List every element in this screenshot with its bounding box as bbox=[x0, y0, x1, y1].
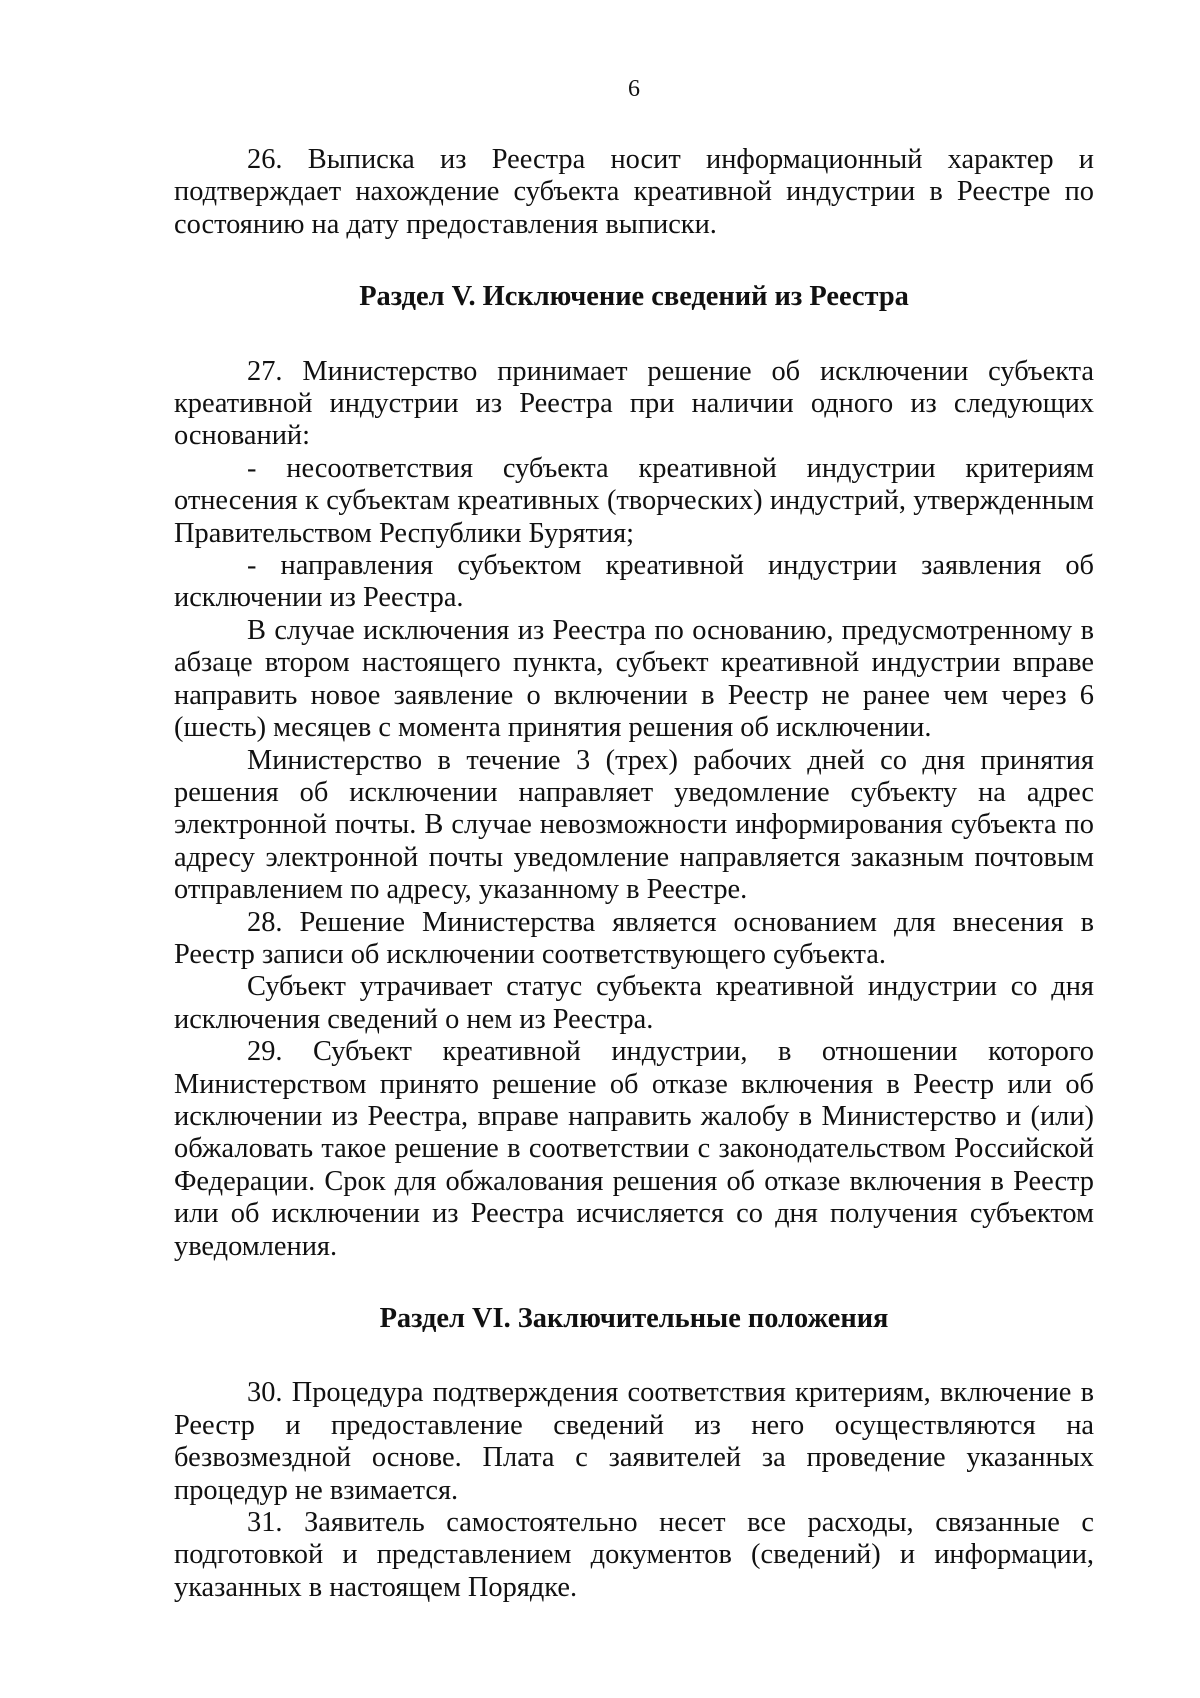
document-body bbox=[174, 144, 1094, 1604]
paragraph-26: 26. Выписка из Реестра носит информационный характер и подтверждает нахождение субъекта креативной индустрии в Реестре по состоянию на дату предоставления выписки. bbox=[174, 144, 1094, 240]
paragraph-27-notification: Министерство в течение 3 (трех) рабочих дней со дня принятия решения об исключении направляет уведомление субъекту на адрес электронной почты. В случае невозможности информирования субъекта по адресу электронной почты уведомление направляется заказным почтовым отправлением по адресу, указанному в Реестре. bbox=[174, 744, 1094, 906]
paragraph-27-reapply: В случае исключения из Реестра по основанию, предусмотренному в абзаце втором настоящего пункта, субъект креативной индустрии вправе направить новое заявление о включении в Реестр не ранее чем через 6 (шесть) месяцев с момента принятия решения об исключении. bbox=[174, 614, 1094, 744]
paragraph-27: 27. Министерство принимает решение об исключении субъекта креативной индустрии из Реестра при наличии одного из следующих оснований: bbox=[174, 355, 1094, 452]
section-5-heading: Раздел V. Исключение сведений из Реестра bbox=[359, 281, 909, 313]
section-5-body bbox=[174, 356, 1094, 1263]
section-6-body bbox=[174, 1377, 1094, 1604]
paragraph-29: 29. Субъект креативной индустрии, в отношении которого Министерством принято решение об отказе включения в Реестр или об исключении из Реестра, вправе направить жалобу в Министерство и (или) обжаловать такое решение в соответствии с законодательством Российской Федерации. Срок для обжалования решения об отказе включения в Реестр или об исключении из Реестра исчисляется со дня получения субъектом уведомления. bbox=[174, 1036, 1094, 1262]
paragraph-30: 30. Процедура подтверждения соответствия критериям, включение в Реестр и предоставление сведений из него осуществляются на безвозмездной основе. Плата с заявителей за проведение указанных процедур не взимается. bbox=[174, 1377, 1094, 1506]
paragraph-31: 31. Заявитель самостоятельно несет все расходы, связанные с подготовкой и представлением документов (сведений) и информации, указанных в настоящем Порядке. bbox=[174, 1507, 1094, 1603]
paragraph-28: 28. Решение Министерства является основанием для внесения в Реестр записи об исключении соответствующего субъекта. bbox=[174, 906, 1094, 970]
paragraph-27-item-2: - направления субъектом креативной индустрии заявления об исключении из Реестра. bbox=[174, 550, 1094, 614]
page-number: 6 bbox=[628, 76, 640, 102]
paragraph-28-status: Субъект утрачивает статус субъекта креативной индустрии со дня исключения сведений о нем из Реестра. bbox=[174, 971, 1094, 1035]
section-6-heading: Раздел VI. Заключительные положения bbox=[379, 1303, 889, 1334]
paragraph-27-item-1: - несоответствия субъекта креативной индустрии критериям отнесения к субъектам креативных (творческих) индустрий, утвержденным Правительством Республики Бурятия; bbox=[174, 452, 1094, 549]
